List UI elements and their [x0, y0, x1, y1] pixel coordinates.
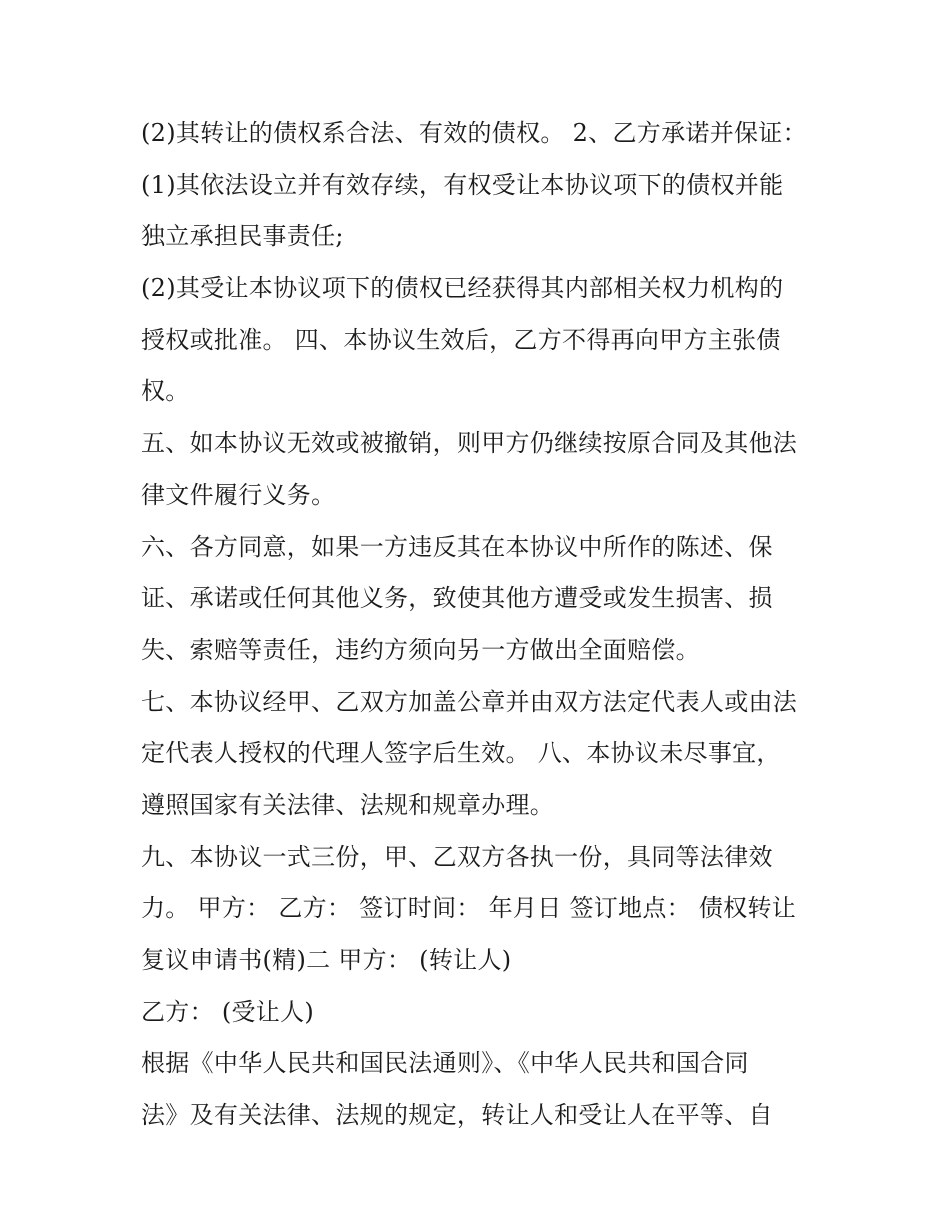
text-line: 遵照国家有关法律、法规和规章办理。 [141, 790, 555, 819]
text-line: 七、本协议经甲、乙双方加盖公章并由双方法定代表人或由法 [141, 687, 798, 716]
text-line: 失、索赔等责任，违约方须向另一方做出全面赔偿。 [141, 635, 700, 664]
text-line: 律文件履行义务。 [141, 480, 336, 509]
text-line: (2)其转让的债权系合法、有效的债权。 2、乙方承诺并保证： [141, 119, 807, 147]
text-line: 力。 甲方： 乙方： 签订时间： 年月日 签订地点： 债权转让 [141, 894, 797, 923]
text-line: 复议申请书(精)二 甲方： (转让人) [141, 946, 512, 974]
text-line: (2)其受让本协议项下的债权已经获得其内部相关权力机构的 [141, 274, 784, 303]
text-line: 乙方： (受让人) [141, 997, 315, 1026]
text-line: 证、承诺或任何其他义务，致使其他方遭受或发生损害、损 [141, 584, 773, 613]
text-line: 权。 [141, 377, 190, 406]
text-line: 六、各方同意，如果一方违反其在本协议中所作的陈述、保 [141, 532, 773, 561]
text-line: (1)其依法设立并有效存续，有权受让本协议项下的债权并能 [141, 170, 784, 199]
text-line: 五、如本协议无效或被撤销，则甲方仍继续按原合同及其他法 [141, 429, 798, 458]
document-body [141, 108, 821, 1142]
text-line: 九、本协议一式三份，甲、乙双方各执一份，具同等法律效 [141, 842, 773, 871]
text-line: 根据《中华人民共和国民法通则》、《中华人民共和国合同 [141, 1049, 749, 1078]
text-line: 定代表人授权的代理人签字后生效。 八、本协议未尽事宜， [141, 739, 781, 768]
text-line: 法》及有关法律、法规的规定，转让人和受让人在平等、自 [141, 1101, 773, 1130]
text-line: 授权或批准。 四、本协议生效后，乙方不得再向甲方主张债 [141, 325, 781, 354]
text-line: 独立承担民事责任; [141, 222, 344, 251]
